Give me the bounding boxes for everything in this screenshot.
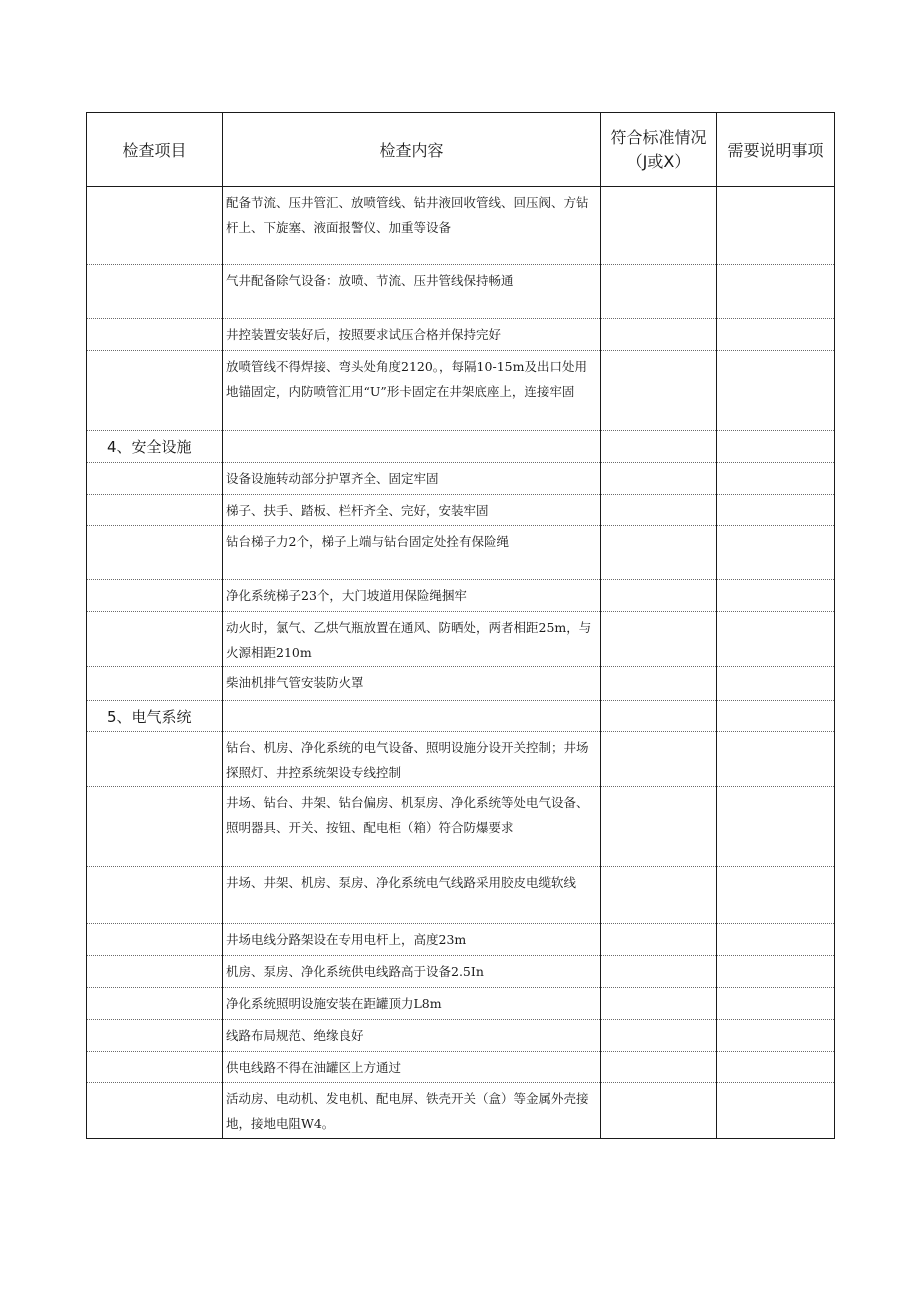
compliance-cell[interactable]: [601, 867, 717, 924]
compliance-cell[interactable]: [601, 495, 717, 526]
notes-cell[interactable]: [717, 924, 835, 956]
item-cell: [87, 351, 223, 431]
item-cell: [87, 265, 223, 319]
table-header-row: [87, 113, 835, 187]
notes-cell[interactable]: [717, 787, 835, 867]
content-cell: [223, 1020, 601, 1052]
compliance-cell[interactable]: [601, 1052, 717, 1083]
compliance-cell[interactable]: [601, 924, 717, 956]
header-notes: 需要说明事项: [717, 113, 835, 187]
content-cell: [223, 667, 601, 701]
table-row: [87, 351, 835, 431]
notes-cell[interactable]: [717, 956, 835, 988]
content-cell: [223, 187, 601, 265]
content-cell: [223, 1083, 601, 1139]
inspection-content-text: 动火时，氯气、乙烘气瓶放置在通风、防晒处，两者相距25m，与火源相距210m: [226, 620, 592, 660]
item-cell: [87, 667, 223, 701]
inspection-content-text: 井场电线分路架设在专用电杆上，高度23m: [226, 932, 467, 947]
table-row: [87, 956, 835, 988]
item-cell: [87, 1083, 223, 1139]
notes-cell[interactable]: [717, 1020, 835, 1052]
inspection-content-text: 净化系统照明设施安装在距罐顶力L8m: [226, 996, 442, 1011]
inspection-content-text: 配备节流、压井管汇、放喷管线、钻井液回收管线、回压阀、方钻杆上、下旋塞、液面报警仪、加重等设备: [226, 195, 589, 235]
table-row: [87, 612, 835, 667]
table-row: [87, 732, 835, 787]
item-cell: [87, 580, 223, 612]
compliance-cell[interactable]: [601, 319, 717, 351]
notes-cell[interactable]: [717, 319, 835, 351]
content-cell: [223, 956, 601, 988]
section-label: 5、电气系统: [87, 701, 223, 732]
inspection-table: [86, 112, 835, 1139]
compliance-cell[interactable]: [601, 187, 717, 265]
compliance-cell[interactable]: [601, 988, 717, 1020]
header-compliance: [601, 113, 717, 187]
table-body: [87, 187, 835, 1139]
table-row: [87, 526, 835, 580]
content-cell: [223, 580, 601, 612]
inspection-content-text: 供电线路不得在油罐区上方通过: [226, 1060, 402, 1075]
compliance-cell[interactable]: [601, 667, 717, 701]
notes-cell[interactable]: [717, 526, 835, 580]
item-cell: [87, 956, 223, 988]
header-compliance-title: 符合标准情况: [610, 127, 707, 147]
inspection-content-text: 放喷管线不得焊接、弯头处角度2120。，每隔10-15m及出口处用地锚固定，内防喷管汇用“U”形卡固定在井架底座上，连接牢固: [226, 359, 587, 399]
notes-cell[interactable]: [717, 667, 835, 701]
inspection-content-text: 钻台梯子力2个，梯子上端与钻台固定处拴有保险绳: [226, 534, 509, 549]
header-compliance-mark: （J或X）: [626, 151, 691, 171]
notes-cell[interactable]: [717, 580, 835, 612]
content-cell: [223, 732, 601, 787]
table-row: [87, 495, 835, 526]
content-cell: [223, 924, 601, 956]
notes-cell[interactable]: [717, 187, 835, 265]
notes-cell[interactable]: [717, 732, 835, 787]
section-label: 4、安全设施: [87, 431, 223, 463]
item-cell: [87, 787, 223, 867]
notes-cell[interactable]: [717, 265, 835, 319]
table-row: [87, 463, 835, 495]
content-cell: [223, 787, 601, 867]
inspection-content-text: 柴油机排气管安装防火罩: [226, 675, 364, 690]
table-row: [87, 1020, 835, 1052]
table-row: [87, 988, 835, 1020]
item-cell: [87, 495, 223, 526]
item-cell: [87, 319, 223, 351]
content-cell: [223, 319, 601, 351]
compliance-cell[interactable]: [601, 580, 717, 612]
inspection-content-text: 井场、井架、机房、泵房、净化系统电气线路采用胶皮电缆软线: [226, 875, 577, 890]
compliance-cell[interactable]: [601, 526, 717, 580]
item-cell: [87, 463, 223, 495]
inspection-content-text: 净化系统梯子23个，大门坡道用保险绳捆牢: [226, 588, 467, 603]
table-row: [87, 580, 835, 612]
inspection-content-text: 井控装置安装好后，按照要求试压合格并保持完好: [226, 327, 502, 342]
compliance-cell[interactable]: [601, 265, 717, 319]
item-cell: [87, 1020, 223, 1052]
compliance-cell[interactable]: [601, 351, 717, 431]
inspection-content-text: 活动房、电动机、发电机、配电屏、铁壳开关（盒）等金属外壳接地，接地电阻W4。: [226, 1091, 589, 1131]
table-row: [87, 187, 835, 265]
notes-cell[interactable]: [717, 431, 835, 463]
inspection-content-text: 线路布局规范、绝缘良好: [226, 1028, 364, 1043]
content-cell: [223, 431, 601, 463]
compliance-cell[interactable]: [601, 612, 717, 667]
content-cell: [223, 351, 601, 431]
table-row: [87, 867, 835, 924]
item-cell: [87, 612, 223, 667]
item-cell: [87, 988, 223, 1020]
compliance-cell[interactable]: [601, 1020, 717, 1052]
item-cell: [87, 187, 223, 265]
compliance-cell[interactable]: [601, 1083, 717, 1139]
table-row: [87, 924, 835, 956]
header-inspection-content: 检查内容: [223, 113, 601, 187]
compliance-cell[interactable]: [601, 463, 717, 495]
content-cell: [223, 612, 601, 667]
notes-cell[interactable]: [717, 351, 835, 431]
item-cell: [87, 732, 223, 787]
compliance-cell[interactable]: [601, 701, 717, 732]
compliance-cell[interactable]: [601, 787, 717, 867]
content-cell: [223, 701, 601, 732]
inspection-content-text: 井场、钻台、井架、钻台偏房、机泵房、净化系统等处电气设备、照明器具、开关、按钮、配电柜（箱）符合防爆要求: [226, 795, 589, 835]
inspection-content-text: 梯子、扶手、踏板、栏杆齐全、完好，安装牢固: [226, 503, 489, 518]
content-cell: [223, 988, 601, 1020]
notes-cell[interactable]: [717, 988, 835, 1020]
notes-cell[interactable]: [717, 1052, 835, 1083]
table-row: [87, 1052, 835, 1083]
content-cell: [223, 265, 601, 319]
notes-cell[interactable]: [717, 612, 835, 667]
item-cell: [87, 924, 223, 956]
compliance-cell[interactable]: [601, 956, 717, 988]
notes-cell[interactable]: [717, 701, 835, 732]
content-cell: [223, 1052, 601, 1083]
compliance-cell[interactable]: [601, 732, 717, 787]
table-row: [87, 1083, 835, 1139]
header-inspection-item: 检查项目: [87, 113, 223, 187]
inspection-content-text: 机房、泵房、净化系统供电线路高于设备2.5In: [226, 964, 484, 979]
inspection-content-text: 钻台、机房、净化系统的电气设备、照明设施分设开关控制；井场探照灯、井控系统架设专线控制: [226, 740, 589, 780]
content-cell: [223, 495, 601, 526]
inspection-content-text: 设备设施转动部分护罩齐全、固定牢固: [226, 471, 439, 486]
table-row: [87, 787, 835, 867]
table-row: [87, 319, 835, 351]
item-cell: [87, 526, 223, 580]
table-row: [87, 265, 835, 319]
section-row: [87, 431, 835, 463]
notes-cell[interactable]: [717, 867, 835, 924]
notes-cell[interactable]: [717, 1083, 835, 1139]
inspection-content-text: 气井配备除气设备：放喷、节流、压井管线保持畅通: [226, 273, 514, 288]
content-cell: [223, 526, 601, 580]
compliance-cell[interactable]: [601, 431, 717, 463]
content-cell: [223, 867, 601, 924]
notes-cell[interactable]: [717, 495, 835, 526]
section-row: [87, 701, 835, 732]
table-row: [87, 667, 835, 701]
item-cell: [87, 867, 223, 924]
content-cell: [223, 463, 601, 495]
item-cell: [87, 1052, 223, 1083]
notes-cell[interactable]: [717, 463, 835, 495]
